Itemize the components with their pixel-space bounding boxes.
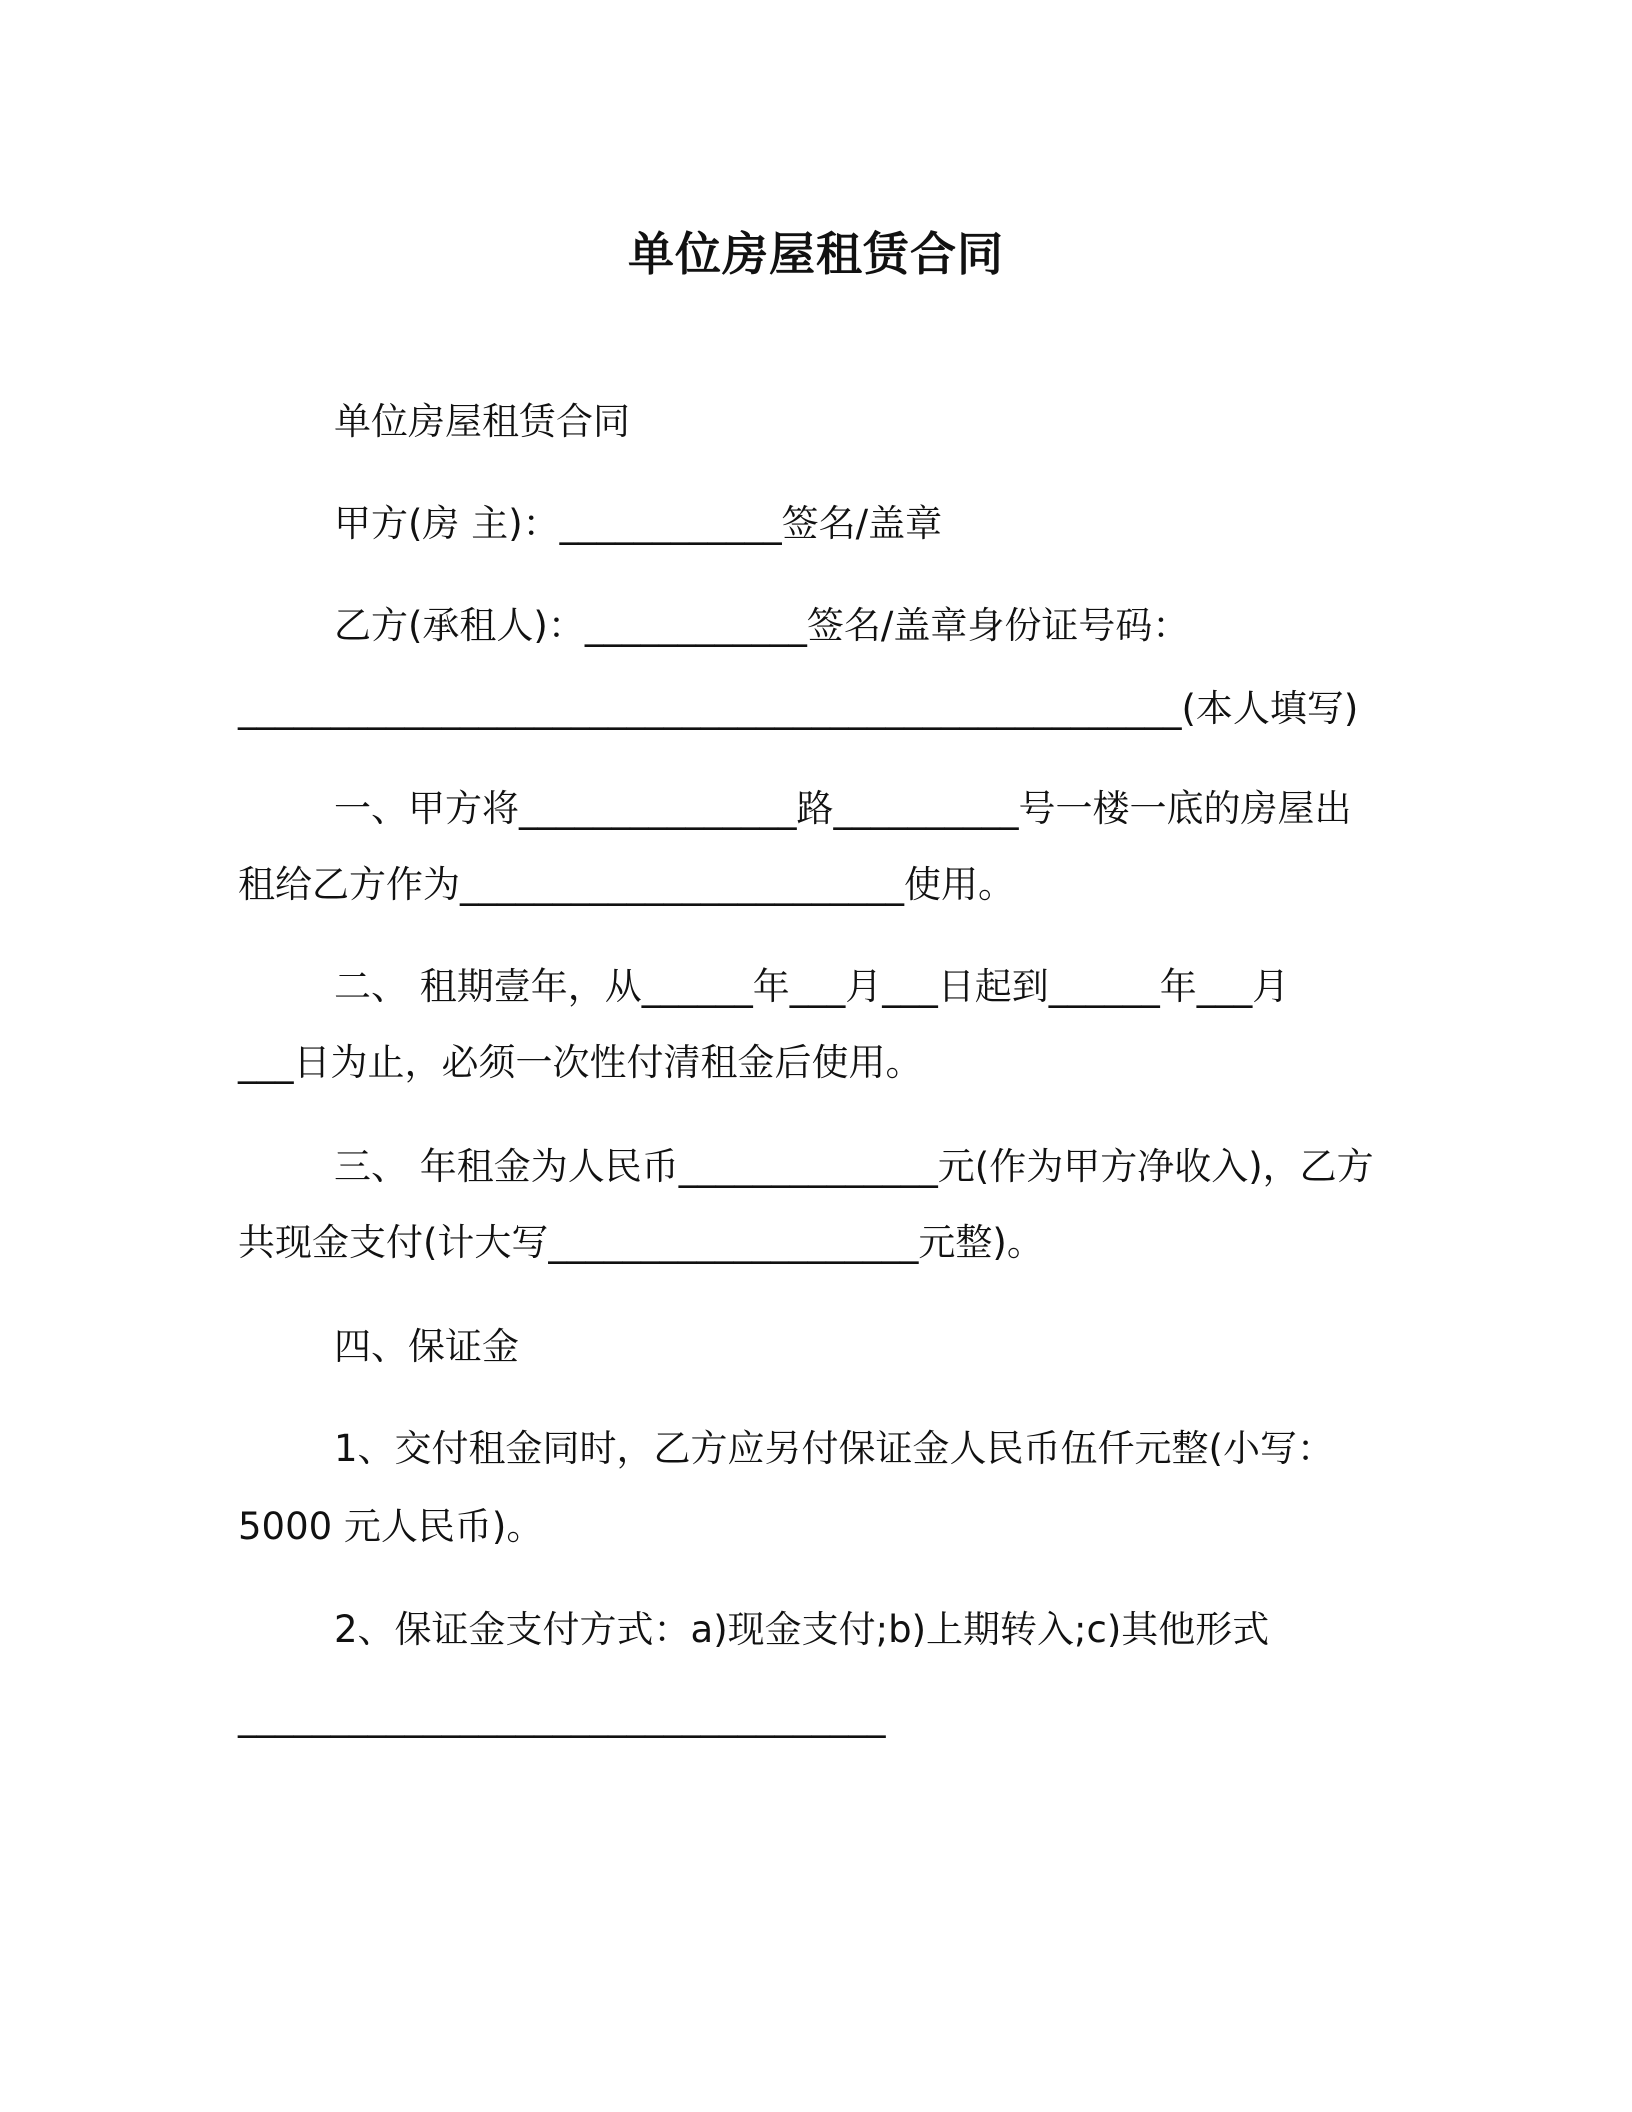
clause-3-line-1: 三、 年租金为人民币______________元(作为甲方净收入)，乙方 [334,1145,1374,1188]
clause-1-line-1: 一、甲方将_______________路__________号一楼一底的房屋出 [334,787,1352,830]
id-number-line: ___________________________________________________(本人填写) [238,687,1359,730]
subtitle-line: 单位房屋租赁合同 [334,400,630,443]
party-b-line: 乙方(承租人)：____________签名/盖章身份证号码： [334,604,1190,647]
clause-4-heading: 四、保证金 [334,1325,519,1368]
clause-2-line-1: 二、 租期壹年，从______年___月___日起到______年___月 [334,965,1290,1008]
party-a-line: 甲方(房 主)：____________签名/盖章 [334,502,943,545]
deposit-item-2-blank-line: ___________________________________ [238,1695,886,1738]
deposit-item-1-line-2: 5000 元人民币)。 [238,1505,544,1548]
deposit-item-2-line-1: 2、保证金支付方式：a)现金支付;b)上期转入;c)其他形式 [334,1608,1270,1651]
clause-1-line-2: 租给乙方作为________________________使用。 [238,863,1015,906]
document-title: 单位房屋租赁合同 [628,227,1004,281]
clause-3-line-2: 共现金支付(计大写____________________元整)。 [238,1221,1044,1264]
clause-2-line-2: ___日为止，必须一次性付清租金后使用。 [238,1041,923,1084]
deposit-item-1-line-1: 1、交付租金同时，乙方应另付保证金人民币伍仟元整(小写： [334,1427,1334,1470]
